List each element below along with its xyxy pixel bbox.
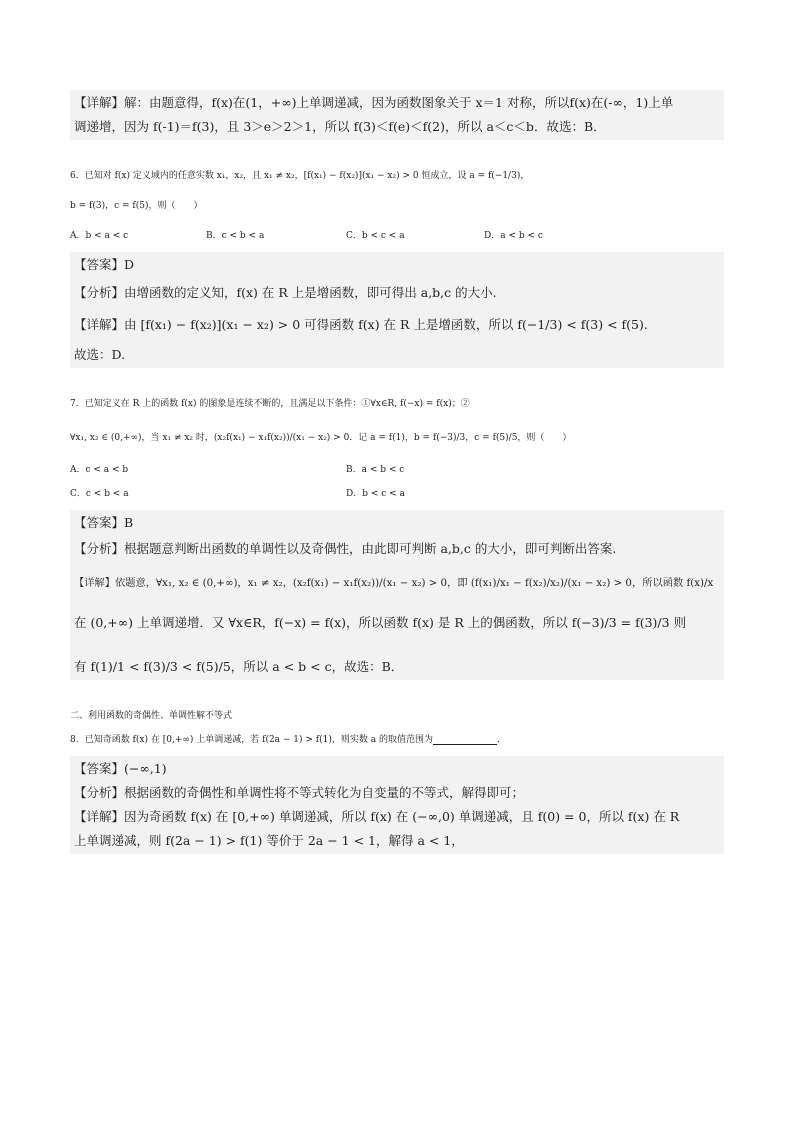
q7-detail-line-2: 在 (0,+∞) 上单调递增．又 ∀x∈R，f(−x) = f(x)，所以函数 f(x) 是 R 上的偶函数，所以 f(−3)/3 = f(3)/3 则 bbox=[74, 615, 687, 630]
question-6 bbox=[70, 166, 724, 368]
q7-option-c: C．c < b < a bbox=[70, 489, 129, 499]
q5-detail-line-1: 【详解】解：由题意得，f(x)在(1，+∞)上单调递减，因为函数图象关于 x＝1 对称，所以f(x)在(-∞，1)上单 bbox=[74, 95, 674, 110]
q6-stem-line-1: 6．已知对 f(x) 定义域内的任意实数 x₁，x₂，且 x₁ ≠ x₂，[f(x₁) − f(x₂)](x₁ − x₂) > 0 恒成立，设 a = f(−1/3)， bbox=[70, 171, 530, 181]
q7-options-row-2 bbox=[70, 484, 724, 504]
q5-detail-line-2: 调递增，因为 f(-1)＝f(3)，且 3＞e＞2＞1，所以 f(3)＜f(e)＜f(2)，所以 a＜c＜b．故选：B． bbox=[74, 119, 606, 134]
q5-detail-block bbox=[70, 90, 724, 140]
q7-option-b: B．a < b < c bbox=[346, 465, 405, 475]
section-2-title: 二、利用函数的奇偶性、单调性解不等式 bbox=[70, 711, 233, 721]
q7-stem-line-1: 7．已知定义在 R 上的函数 f(x) 的图象是连续不断的，且满足以下条件：①∀x∈R, f(−x) = f(x)；② bbox=[70, 399, 470, 409]
question-8 bbox=[70, 730, 724, 854]
q7-stem-line-2: ∀x₁, x₂ ∈ (0,+∞)，当 x₁ ≠ x₂ 时，(x₂f(x₁) − x₁f(x₂))/(x₁ − x₂) > 0．记 a = f(1)，b = f(−3)/3，c = f(5)/5，则（ ） bbox=[70, 433, 572, 443]
q8-answer-blank[interactable] bbox=[433, 730, 497, 745]
q7-options-row-1 bbox=[70, 460, 724, 480]
question-7 bbox=[70, 394, 724, 680]
q8-stem-text: 8．已知奇函数 f(x) 在 [0,+∞) 上单调递减，若 f(2a − 1) > f(1)，则实数 a 的取值范围为 bbox=[70, 735, 433, 745]
q6-options bbox=[70, 226, 724, 246]
q6-analysis: 【分析】由增函数的定义知，f(x) 在 R 上是增函数，即可得出 a,b,c 的大小. bbox=[74, 285, 497, 300]
q8-solution-block bbox=[70, 756, 724, 854]
q7-solution-block bbox=[70, 510, 724, 680]
q7-option-d: D．b < c < a bbox=[346, 489, 405, 499]
q6-option-a: A．b < a < c bbox=[70, 231, 129, 241]
q7-detail-line-3: 有 f(1)/1 < f(3)/3 < f(5)/5，所以 a < b < c，故选：B． bbox=[74, 659, 404, 674]
q6-stem-line-2: b = f(3)，c = f(5)，则（ ） bbox=[70, 201, 203, 211]
q8-stem bbox=[70, 730, 724, 750]
q6-conclusion: 故选：D. bbox=[74, 347, 126, 362]
q7-analysis: 【分析】根据题意判断出函数的单调性以及奇偶性，由此即可判断 a,b,c 的大小，即可判断出答案. bbox=[74, 541, 617, 556]
q6-option-b: B．c < b < a bbox=[206, 231, 265, 241]
q6-detail: 【详解】由 [f(x₁) − f(x₂)](x₁ − x₂) > 0 可得函数 f(x) 在 R 上是增函数，所以 f(−1/3) < f(3) < f(5). bbox=[74, 317, 648, 332]
q6-answer: 【答案】D bbox=[74, 257, 135, 272]
q8-answer: 【答案】(−∞,1) bbox=[74, 761, 167, 776]
q7-detail-line-1: 【详解】依题意，∀x₁, x₂ ∈ (0,+∞)，x₁ ≠ x₂，(x₂f(x₁) − x₁f(x₂))/(x₁ − x₂) > 0，即 (f(x₁)/x₁ − f(x₂)/x₂)/(x₁ − x₂) > 0，所以函数 f(x)/x bbox=[74, 577, 714, 589]
q8-analysis: 【分析】根据函数的奇偶性和单调性将不等式转化为自变量的不等式，解得即可； bbox=[74, 785, 525, 800]
q8-detail-line-1: 【详解】因为奇函数 f(x) 在 [0,+∞) 单调递减，所以 f(x) 在 (−∞,0) 单调递减，且 f(0) = 0，所以 f(x) 在 R bbox=[74, 809, 680, 824]
q8-stem-end: ． bbox=[496, 735, 506, 745]
q7-answer: 【答案】B bbox=[74, 515, 134, 530]
q8-detail-line-2: 上单调递减，则 f(2a − 1) > f(1) 等价于 2a − 1 < 1，解得 a < 1， bbox=[74, 833, 464, 848]
q6-solution-block bbox=[70, 252, 724, 368]
q7-option-a: A．c < a < b bbox=[70, 465, 129, 475]
q6-option-d: D．a < b < c bbox=[484, 231, 543, 241]
q6-option-c: C．b < c < a bbox=[346, 231, 405, 241]
document-page bbox=[70, 90, 724, 854]
